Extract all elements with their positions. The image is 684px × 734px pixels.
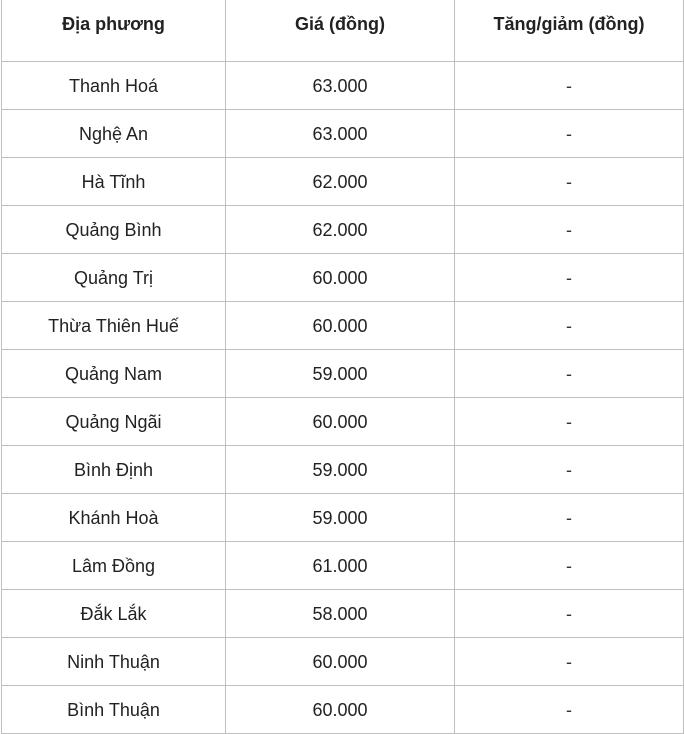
change-cell: - bbox=[455, 206, 684, 254]
price-cell: 62.000 bbox=[226, 206, 455, 254]
table-row bbox=[2, 686, 684, 734]
price-cell: 59.000 bbox=[226, 350, 455, 398]
price-cell: 58.000 bbox=[226, 590, 455, 638]
change-cell: - bbox=[455, 494, 684, 542]
locality-cell: Quảng Nam bbox=[2, 350, 226, 398]
locality-cell: Thừa Thiên Huế bbox=[2, 302, 226, 350]
header-change: Tăng/giảm (đồng) bbox=[455, 0, 684, 62]
table-row bbox=[2, 158, 684, 206]
change-cell: - bbox=[455, 302, 684, 350]
locality-cell: Bình Định bbox=[2, 446, 226, 494]
locality-cell: Khánh Hoà bbox=[2, 494, 226, 542]
locality-cell: Hà Tĩnh bbox=[2, 158, 226, 206]
table-row bbox=[2, 254, 684, 302]
price-cell: 62.000 bbox=[226, 158, 455, 206]
table-row bbox=[2, 398, 684, 446]
change-cell: - bbox=[455, 686, 684, 734]
change-cell: - bbox=[455, 446, 684, 494]
price-cell: 60.000 bbox=[226, 398, 455, 446]
locality-cell: Quảng Trị bbox=[2, 254, 226, 302]
table-body bbox=[2, 62, 684, 734]
table-row bbox=[2, 302, 684, 350]
price-cell: 61.000 bbox=[226, 542, 455, 590]
change-cell: - bbox=[455, 542, 684, 590]
locality-cell: Lâm Đồng bbox=[2, 542, 226, 590]
price-cell: 60.000 bbox=[226, 638, 455, 686]
locality-cell: Đắk Lắk bbox=[2, 590, 226, 638]
table-row bbox=[2, 638, 684, 686]
price-cell: 60.000 bbox=[226, 254, 455, 302]
header-locality: Địa phương bbox=[2, 0, 226, 62]
change-cell: - bbox=[455, 590, 684, 638]
table-row bbox=[2, 494, 684, 542]
price-cell: 63.000 bbox=[226, 62, 455, 110]
table-header-row bbox=[2, 0, 684, 62]
price-cell: 60.000 bbox=[226, 302, 455, 350]
price-cell: 60.000 bbox=[226, 686, 455, 734]
table-row bbox=[2, 590, 684, 638]
locality-cell: Nghệ An bbox=[2, 110, 226, 158]
table-row bbox=[2, 350, 684, 398]
locality-cell: Quảng Bình bbox=[2, 206, 226, 254]
table-row bbox=[2, 446, 684, 494]
change-cell: - bbox=[455, 254, 684, 302]
locality-cell: Thanh Hoá bbox=[2, 62, 226, 110]
change-cell: - bbox=[455, 62, 684, 110]
change-cell: - bbox=[455, 350, 684, 398]
table-row bbox=[2, 110, 684, 158]
locality-cell: Ninh Thuận bbox=[2, 638, 226, 686]
locality-cell: Bình Thuận bbox=[2, 686, 226, 734]
price-cell: 59.000 bbox=[226, 494, 455, 542]
price-table bbox=[1, 0, 684, 734]
change-cell: - bbox=[455, 158, 684, 206]
change-cell: - bbox=[455, 398, 684, 446]
price-cell: 59.000 bbox=[226, 446, 455, 494]
locality-cell: Quảng Ngãi bbox=[2, 398, 226, 446]
header-price: Giá (đồng) bbox=[226, 0, 455, 62]
table-row bbox=[2, 62, 684, 110]
table-row bbox=[2, 206, 684, 254]
price-cell: 63.000 bbox=[226, 110, 455, 158]
change-cell: - bbox=[455, 638, 684, 686]
table-row bbox=[2, 542, 684, 590]
change-cell: - bbox=[455, 110, 684, 158]
